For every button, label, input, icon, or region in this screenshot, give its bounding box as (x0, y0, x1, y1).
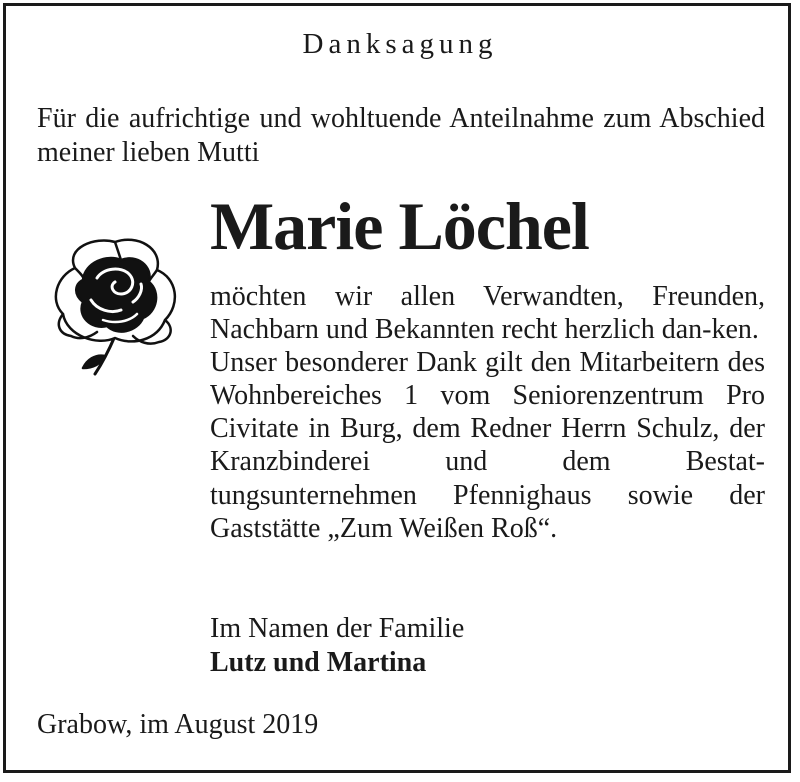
thanks-paragraph-2: Unser besonderer Dank gilt den Mitarbeitern des Wohnbereiches 1 vom Seniorenzentrum Pro Civitate in Burg, dem Redner Herrn Schulz, der Kranzbinderei und dem Bestat-tungsunternehmen Pfennighaus sowie der Gaststätte „Zum Weißen Roß“. (210, 347, 765, 544)
signature-line: Im Namen der Familie (210, 613, 465, 644)
deceased-name: Marie Löchel (210, 188, 589, 264)
signature-family: Lutz und Martina (210, 647, 427, 678)
thanks-paragraph-1: möchten wir allen Verwandten, Freunden, Nachbarn und Bekannten recht herzlich dan-ken. (210, 281, 765, 346)
intro-text: Für die aufrichtige und wohltuende Anteilnahme zum Abschied meiner lieben Mutti (37, 103, 765, 168)
notice-heading: Danksagung (302, 28, 498, 60)
rose-icon (45, 228, 185, 378)
signature-block (210, 612, 464, 680)
place-date: Grabow, im August 2019 (37, 709, 319, 740)
thanks-body (210, 280, 765, 545)
